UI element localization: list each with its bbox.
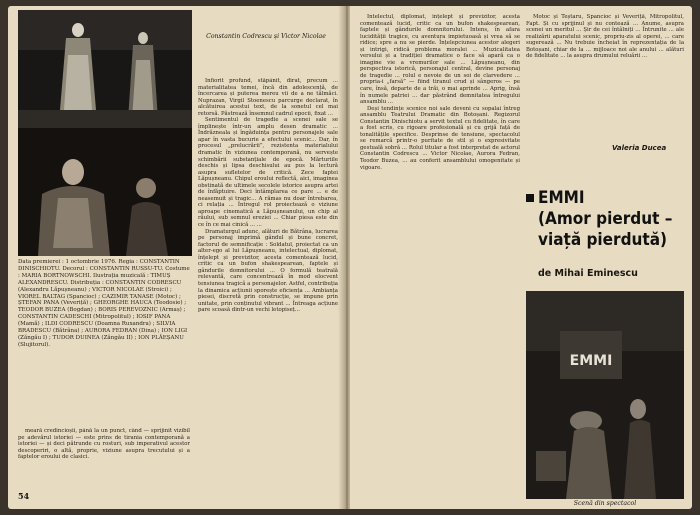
photo-bottom-caption: Scenă din spectacol [573, 500, 637, 507]
stage-photo-bottom [526, 291, 684, 499]
production-credits: Data premierei : 1 octombrie 1976. Regia : CONSTANTIN DINISCHIOTU. Decorul : CONSTANTIN RUSSU-TU. Costume : MARIA BORTNOWSCHI. Ilustrația muzicală : TIMUȘ ALEXANDRESCU. Distribuția : CONSTANTIN CODRESCU (Alexandru Lăpușneanu) ; VICTOR NICOLAE (Stroici) ; VIOREL BALTAG (Spancioc) ; CAZIMIR TANASE (Motoc) ; ȘTEFAN PANA (Veveriță) ; GHEORGHE HAUCA (Teodosie) ; TEODOR BUZEA (Bogdan) ; BORIS PEREVOZNIC (Armaș) ; CONSTANTIN CADESCHI (Mitropolitul) ; IOSIF PANA (Mamă) ; ILDI CODRESCU (Doamna Ruxandra) ; SILVIA BRADESCU (Bătrâna) ; AURORA FEDRAN (Dina) ; ION LIGI (Zăngău I) ; TUDOR DUINEA (Zăngău II) ; ION PLĂEȘANU (Slujitorul). [18, 259, 190, 348]
play-title-line-3: viață pierdută) [538, 230, 668, 250]
article-column-left [198, 78, 338, 498]
article-column-right-1 [360, 14, 520, 504]
article-column-right-2 [526, 14, 684, 120]
photo-sign-text: EMMI [569, 353, 613, 369]
article-signature: Valeria Ducea [612, 144, 667, 152]
bottom-text [18, 428, 190, 472]
right-page [350, 6, 692, 509]
left-page [8, 6, 344, 509]
bottom-paragraph: meară credincioșii, până la un punct, când — sprijinit vizibil pe adevărul istoriei — este prins de tirania contemporană a istoriei — și deci pătrunde cu rosturi, sub imperativul acestor descoperiri, o altă, proprie, viziune asupra trecutului și a faptelor eroului de clasici. [18, 428, 190, 461]
author-line: de Mihai Eminescu [538, 268, 638, 279]
play-title-line-1: EMMI [538, 188, 585, 208]
article-paragraph: Sentimentul de tragedie a scenei sale se împlinește într-un amplu desen dramatic ... Îndrăzneala și îngăduința pentru personajele sale apar în vasta bucurie a efectului scenic... Dar, în procesul „prelucrării”, rezistenta materialului dramatic în viziunea contemporană, nu servește schimbării substanțiale de epocă. Mărturiile deschis și lipsa deschisului au pus la lectură asupra sufletelor de critică. Zece faptei Lăpușneanu. Chipul eroului reflectă, aici, imaginea obstinată de ultimele secolele istorice asupra artei de înfăptuire. Deci întâmplarea ce pare ... e de neasemuit și tragic... A rămas nu doar întrebarea, ci relația ... Întregul rol proiectează o viziune aproape cinematică a Lăpușneanului, un chip al răului, sub semnul ereziei ... Chiar piesa este din ce în ce mai cinică ... ... [198, 117, 338, 229]
stage-photo-top [18, 10, 192, 128]
play-title-line-2: (Amor pierdut – [538, 209, 673, 229]
page-number-left: 54 [18, 491, 30, 501]
article-paragraph: Înfiorit profund, stăpânit, dirat, precum ... materialitatea temei, încă din adolescență, de încercarea și puterea mereu vii de a ne tălmăci. Nuprazan, Virgil Stoenescu parcurge declarat, în alcătuirea acestui text, de la sonetul cel mai retorsă. Păstrează însemnul cadrul epocii, fixat ... [198, 78, 338, 117]
article-paragraph: Deși tendințe scenice noi sale deveni cu sopalai întreg ansamblu Teatrului Dramatic din Botoșani. Regizorul Constantin Dinischiotu a servit textul cu fidelitate, în care a fost scris, cu rigoare profesională și cu grijă față de tonalitățile specifice. Desprinse de tensiune, spectacolul se remarcă printr-o puritate de stil și o expresivitate gestuală sobră ... Rolul titular a fost interpretat de actorul Constantin Codrescu ... Victor Nicolae, Aurora Fedran, Teodor Buzea, ... au conferit ansamblului omogenitate și vigoare. [360, 105, 520, 171]
article-paragraph: Dramaturgul adunc, alături de Bătrâna, lucrarea pe personaj imprimă gândul și bune concret, factorul de semnificație : Soldatul, proiectat ca un alter-ego al lui Lăpușneanu, intelectual, diplomat, înțelept și previzitor, acesta comentează lucid, critic ca un bufon shakespearean, faptele și gândurile domnitorului ... O formulă teatrală relevantă, care concentrează în mod elocvent tensiunea tragică a personajelor. Astfel, contribuția la dinamica acțiunii sporește eficiența ... Ambianța piesei, discretă prin construcție, se impune prin unitate, prin conținutul vibrant ... Întreaga acțiune pare scoasă dintr-un vechi letopiseț... [198, 228, 338, 314]
stage-photo-middle [18, 128, 192, 256]
photo-top-caption: Constantin Codrescu și Victor Nicolae [206, 33, 326, 40]
article-paragraph: Motoc și Teștaru, Spancioc și Veveriță, Mitropolitul, Fapt. Și cu sprijinul și nu contează ... Anume, asupra scenei un meritul ... Șir de cei întâlniți ... Întrunite ... ale realizării aparatului scenic, propriu-zis al operei, ... care sugerează ... Nu trebuie încheiat în reprezentația de la Botoșani, chiar de la ... mijloace noi ale anului ... alături de fidelitate ... la asupra drumului reluării ... [526, 14, 684, 60]
title-bullet-icon [526, 194, 534, 202]
title-block [526, 188, 686, 268]
article-paragraph: Întelectul, diplomat, înțelept și previzitor, acesta comentează lucid, critic ca un bufon shakespearean, faptele și gândurile domnitorului. Intens, în afara lucidității tragice, cu aventura impietuoasă și vrea să se ridice; spre a nu se pierde. Înțelepciunea acestor alegeri și intrigi, ridică problema moralei ... Muzicalitatea versului și a tradiției dramatice o face să apară ca o imagine vie a vremurilor sale ... Lăpușneanu, din perspectiva istorică, personajul central, devine personaj de tragedie ... rolul e nevoie de un soi de clarvedere ... propria-i „farsă” — fiind tiranul crud și sângeros — pe care, însă, departe de a trăi, o mai aprinde ... Aprig, însă în numele patriei ... dar păstrând demnitatea întregului ansamblu ... [360, 14, 520, 106]
